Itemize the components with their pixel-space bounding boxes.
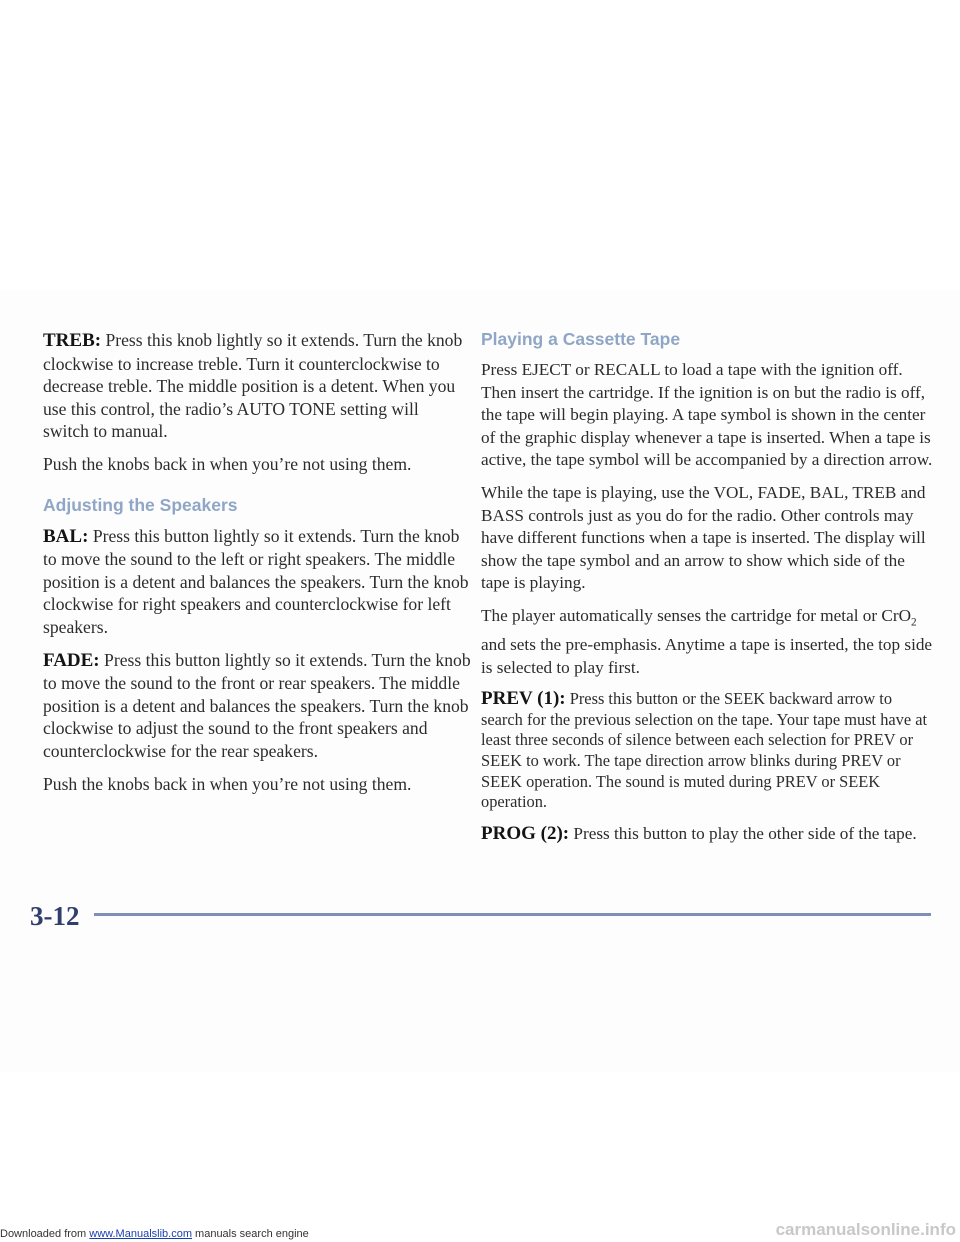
player-text-pre: The player automatically senses the cartridge for metal or CrO bbox=[481, 605, 911, 625]
prog-paragraph bbox=[481, 823, 934, 846]
footer-rule bbox=[94, 913, 931, 916]
player-senses-paragraph bbox=[481, 605, 934, 679]
fade-text: Press this button lightly so it extends. Turn the knob to move the sound to the front or rear speakers. The middle position is a detent and balances the speakers. Turn the knob clockwise to adjust the sound to the front speakers and counterclockwise for the rear speakers. bbox=[43, 649, 471, 761]
right-column bbox=[481, 328, 934, 845]
treb-term: TREB: bbox=[43, 330, 102, 351]
manualslib-link[interactable]: www.Manualslib.com bbox=[89, 1228, 192, 1240]
push-knobs-paragraph: Push the knobs back in when you’re not using them. bbox=[43, 453, 412, 474]
playing-cassette-heading: Playing a Cassette Tape bbox=[481, 329, 681, 349]
page-number: 3-12 bbox=[30, 901, 80, 931]
prev-term: PREV (1): bbox=[481, 688, 566, 710]
watermark-text: carmanualsonline.info bbox=[775, 1220, 956, 1239]
download-credit bbox=[0, 1228, 309, 1241]
player-text-post: and sets the pre-emphasis. Anytime a tape is inserted, the top side is selected to play first. bbox=[481, 634, 933, 677]
tape-playing-paragraph: While the tape is playing, use the VOL, FADE, BAL, TREB and BASS controls just as you do for the radio. Other controls may have different functions when a tape is inserted. The display will show the tape symbol and an arrow to show which side of the tape is playing. bbox=[481, 482, 926, 593]
left-column bbox=[43, 329, 475, 795]
download-credit-prefix: Downloaded from bbox=[0, 1228, 90, 1240]
eject-paragraph: Press EJECT or RECALL to load a tape with the ignition off. Then insert the cartridge. If the ignition is on but the radio is off, the tape will begin playing. A tape symbol is shown in the center of the graphic display whenever a tape is inserted. When a tape is active, the tape symbol will be accompanied by a direction arrow. bbox=[481, 360, 933, 470]
download-credit-tagline: manuals search engine bbox=[191, 1228, 309, 1240]
treb-paragraph bbox=[43, 329, 463, 443]
fade-paragraph bbox=[43, 649, 475, 763]
treb-text: Press this knob lightly so it extends. Turn the knob clockwise to increase treble. Turn it counterclockwise to decrease treble. The middle position is a detent. When you use this control, the radio’s AUTO TONE setting will switch to manual. bbox=[43, 330, 463, 442]
prog-text: Press this button to play the other side of the tape. bbox=[573, 823, 917, 843]
fade-term: FADE: bbox=[43, 649, 100, 671]
manual-page bbox=[0, 290, 960, 1072]
player-text-sub: 2 bbox=[911, 616, 917, 629]
bal-term: BAL: bbox=[43, 525, 89, 547]
adjusting-speakers-heading: Adjusting the Speakers bbox=[43, 494, 238, 515]
prev-paragraph bbox=[481, 689, 934, 813]
push-knobs-paragraph-2: Push the knobs back in when you’re not using them. bbox=[43, 773, 412, 794]
bal-paragraph bbox=[43, 525, 475, 639]
bal-text: Press this button lightly so it extends. Turn the knob to move the sound to the left or right speakers. The middle position is a detent and balances the speakers. Turn the knob clockwise for right speakers and counterclockwise for left speakers. bbox=[43, 525, 469, 637]
prog-term: PROG (2): bbox=[481, 822, 570, 844]
prev-text: Press this button or the SEEK backward arrow to search for the previous selection on the tape. Your tape must have at least three seconds of silence between each selection for PREV or SEEK to work. The tape direction arrow blinks during PREV or SEEK operation. The sound is muted during PREV or SEEK operation. bbox=[481, 689, 928, 812]
